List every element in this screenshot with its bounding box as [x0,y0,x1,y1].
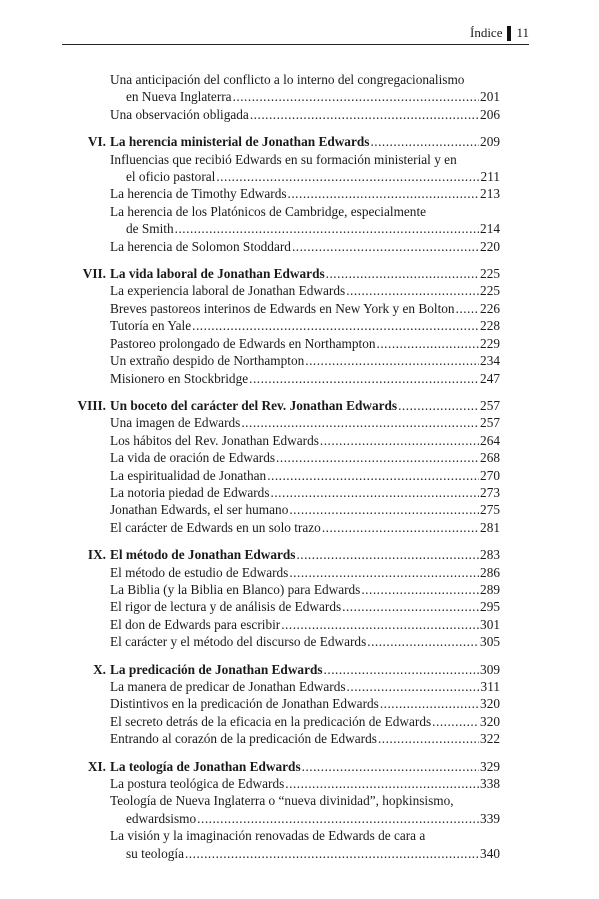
chapter-page: 283 [480,547,500,563]
dot-leader [324,661,480,678]
chapter-title: La teología de Jonathan Edwards [110,758,301,774]
entry-page: 268 [480,450,500,466]
entry-line [110,713,500,730]
toc-entry[interactable] [62,185,500,202]
toc-entry[interactable] [62,317,500,334]
entry-page: 320 [480,713,500,729]
toc-entry[interactable] [62,432,500,449]
toc-entry[interactable] [62,151,500,186]
dot-leader [322,519,479,536]
entry-page: 295 [480,599,500,615]
dot-leader [267,467,479,484]
toc-entry[interactable] [62,300,500,317]
toc-entry[interactable] [62,238,500,255]
toc-entry[interactable] [62,775,500,792]
entry-line [110,616,500,633]
toc-entry[interactable] [62,792,500,827]
dot-leader [302,758,479,775]
entry-title: Jonathan Edwards, el ser humano [110,502,289,518]
toc-entry[interactable] [62,519,500,536]
toc-entry[interactable] [62,616,500,633]
chapter-page: 225 [480,266,500,282]
entry-page: 275 [480,502,500,518]
entry-page: 338 [480,776,500,792]
entry-line [110,88,500,105]
entry-page: 320 [480,696,500,712]
entry-title: Entrando al corazón de la predicación de Edwards [110,731,377,747]
toc-entry[interactable] [62,564,500,581]
entry-text-line: La visión y la imaginación renovadas de Edwards de cara a [110,828,426,844]
entry-line [110,335,500,352]
dot-leader [378,730,479,747]
dot-leader [347,678,480,695]
chapter-number: XI. [87,758,106,774]
entry-line [110,564,500,581]
entry-line [110,220,500,237]
dot-leader [370,133,479,150]
dot-leader [289,501,479,518]
entry-title: su teología [126,845,184,861]
dot-leader [292,238,479,255]
header-section: Índice [469,25,503,40]
entry-line [110,352,500,369]
chapter-page: 329 [480,758,500,774]
toc-chapter[interactable] [62,397,500,414]
entry-line [110,519,500,536]
entry-line [110,300,500,317]
entry-title: Breves pastoreos interinos de Edwards en New York y en Bolton [110,300,455,316]
entry-title: Un extraño despido de Northampton [110,353,305,369]
chapter-title: La predicación de Jonathan Edwards [110,661,323,677]
toc-entry[interactable] [62,352,500,369]
dot-leader [377,335,480,352]
chapter-number: VIII. [77,397,106,413]
dot-leader [367,633,479,650]
chapter-title: La vida laboral de Jonathan Edwards [110,266,325,282]
entry-text-line: La herencia de los Platónicos de Cambridge, especialmente [110,203,427,219]
running-header [62,22,529,45]
toc-entry[interactable] [62,106,500,123]
dot-leader [361,581,479,598]
entry-title: El método de estudio de Edwards [110,564,289,580]
entry-line [110,414,500,431]
entry-title: El carácter de Edwards en un solo trazo [110,519,321,535]
dot-leader [398,397,479,414]
entry-title: Una imagen de Edwards [110,415,241,431]
entry-page: 211 [480,169,500,185]
entry-title: El don de Edwards para escribir [110,616,281,632]
chapter-page: 257 [480,397,500,413]
entry-page: 206 [480,106,500,122]
toc-entry[interactable] [62,501,500,518]
entry-line [110,106,500,123]
entry-page: 226 [480,300,500,316]
entry-title: Tutoría en Yale [110,318,192,334]
entry-page: 270 [480,467,500,483]
toc-chapter[interactable] [62,546,500,563]
toc-chapter[interactable] [62,133,500,150]
toc-chapter[interactable] [62,661,500,678]
toc-chapter[interactable] [62,265,500,282]
dot-leader [432,713,479,730]
chapter-number: VII. [82,266,106,282]
entry-title: Pastoreo prolongado de Edwards en Northampton [110,335,376,351]
entry-title: El secreto detrás de la eficacia en la predicación de Edwards [110,713,432,729]
entry-page: 229 [480,335,500,351]
entry-text-line: Influencias que recibió Edwards en su formación ministerial y en [110,151,457,167]
entry-title: La herencia de Timothy Edwards [110,186,287,202]
entry-title: La postura teológica de Edwards [110,776,285,792]
entry-line [110,810,500,827]
entry-title: Una observación obligada [110,106,249,122]
toc-entry[interactable] [62,598,500,615]
dot-leader [285,775,479,792]
entry-line [110,168,500,185]
chapter-number: IX. [87,547,106,563]
entry-title: el oficio pastoral [126,169,216,185]
dot-leader [456,300,479,317]
toc-entry[interactable] [62,203,500,238]
entry-line [110,317,500,334]
entry-title: El carácter y el método del discurso de Edwards [110,634,367,650]
dot-leader [250,106,479,123]
dot-leader [241,414,479,431]
toc-entry[interactable] [62,335,500,352]
chapter-number: VI. [87,134,106,150]
entry-line [110,282,500,299]
toc-entry[interactable] [62,695,500,712]
entry-page: 273 [480,484,500,500]
entry-title: La experiencia laboral de Jonathan Edwards [110,283,346,299]
entry-line [110,449,500,466]
toc-entry[interactable] [62,484,500,501]
entry-page: 220 [480,238,500,254]
chapter-title: Un boceto del carácter del Rev. Jonathan Edwards [110,397,398,413]
entry-page: 247 [480,370,500,386]
entry-line [110,432,500,449]
entry-title: La notoria piedad de Edwards [110,484,270,500]
dot-leader [342,598,479,615]
chapter-line [62,758,500,775]
dot-leader [296,546,479,563]
entry-page: 201 [480,89,500,105]
chapter-line [62,546,500,563]
chapter-title: El método de Jonathan Edwards [110,547,296,563]
dot-leader [346,282,479,299]
entry-title: El rigor de lectura y de análisis de Edwards [110,599,342,615]
toc-entry[interactable] [62,581,500,598]
dot-leader [305,352,479,369]
entry-title: edwardsismo [126,810,197,826]
dot-leader [249,370,479,387]
entry-page: 228 [480,318,500,334]
dot-leader [326,265,479,282]
entry-page: 286 [480,564,500,580]
dot-leader [288,185,480,202]
entry-page: 281 [480,519,500,535]
entry-page: 339 [480,810,500,826]
entry-line [110,678,500,695]
chapter-line [62,133,500,150]
entry-page: 213 [480,186,500,202]
toc-entry[interactable] [62,414,500,431]
entry-line [110,370,500,387]
dot-leader [216,168,479,185]
entry-line [110,185,500,202]
entry-title: La vida de oración de Edwards [110,450,276,466]
dot-leader [281,616,479,633]
entry-title: La herencia de Solomon Stoddard [110,238,291,254]
entry-title: La Biblia (y la Biblia en Blanco) para Edwards [110,581,361,597]
entry-page: 322 [480,731,500,747]
entry-page: 305 [480,634,500,650]
dot-leader [289,564,479,581]
chapter-line [62,265,500,282]
entry-text-line: Una anticipación del conflicto a lo interno del congregacionalismo [110,72,465,87]
entry-title: La manera de predicar de Jonathan Edwards [110,679,346,694]
entry-page: 264 [480,432,500,448]
entry-text-line: Teología de Nueva Inglaterra o “nueva divinidad”, hopkinsismo, [110,793,454,809]
dot-leader [185,845,479,862]
entry-line [110,633,500,650]
dot-leader [233,88,479,105]
entry-title: La espiritualidad de Jonathan [110,467,267,483]
entry-page: 340 [480,845,500,861]
entry-line [110,730,500,747]
entry-page: 301 [480,616,500,632]
entry-page: 234 [480,353,500,369]
toc-entry[interactable] [62,370,500,387]
dot-leader [175,220,479,237]
header-right [470,25,529,41]
toc-chapter[interactable] [62,758,500,775]
entry-title: Los hábitos del Rev. Jonathan Edwards [110,432,319,448]
entry-line [110,501,500,518]
chapter-title: La herencia ministerial de Jonathan Edwards [110,134,370,150]
entry-line [110,484,500,501]
entry-page: 311 [480,679,500,694]
entry-page: 257 [480,415,500,431]
dot-leader [380,695,479,712]
page-number: 11 [516,25,529,40]
toc-entry[interactable] [62,282,500,299]
toc-entry[interactable] [62,71,500,106]
chapter-number: X. [93,661,106,677]
entry-line [110,845,500,862]
entry-title: Misionero en Stockbridge [110,370,249,386]
toc-entry[interactable] [62,467,500,484]
table-of-contents [62,71,500,862]
header-divider-bar [507,26,511,41]
dot-leader [192,317,479,334]
entry-page: 225 [480,283,500,299]
chapter-line [62,397,500,414]
dot-leader [197,810,479,827]
entry-line [110,695,500,712]
entry-page: 289 [480,581,500,597]
entry-line [110,598,500,615]
toc-entry[interactable] [62,713,500,730]
entry-title: Distintivos en la predicación de Jonathan Edwards [110,696,379,712]
toc-entry[interactable] [62,633,500,650]
chapter-line [62,661,500,678]
entry-line [110,238,500,255]
toc-entry[interactable] [62,827,500,862]
toc-entry[interactable] [62,730,500,747]
dot-leader [320,432,479,449]
toc-entry[interactable] [62,678,500,695]
entry-line [110,775,500,792]
chapter-page: 209 [480,134,500,150]
entry-line [110,467,500,484]
dot-leader [271,484,480,501]
toc-entry[interactable] [62,449,500,466]
entry-line [110,581,500,598]
entry-title: en Nueva Inglaterra [126,89,232,105]
entry-title: de Smith [126,221,174,237]
chapter-page: 309 [480,661,500,677]
dot-leader [276,449,479,466]
entry-page: 214 [480,221,500,237]
